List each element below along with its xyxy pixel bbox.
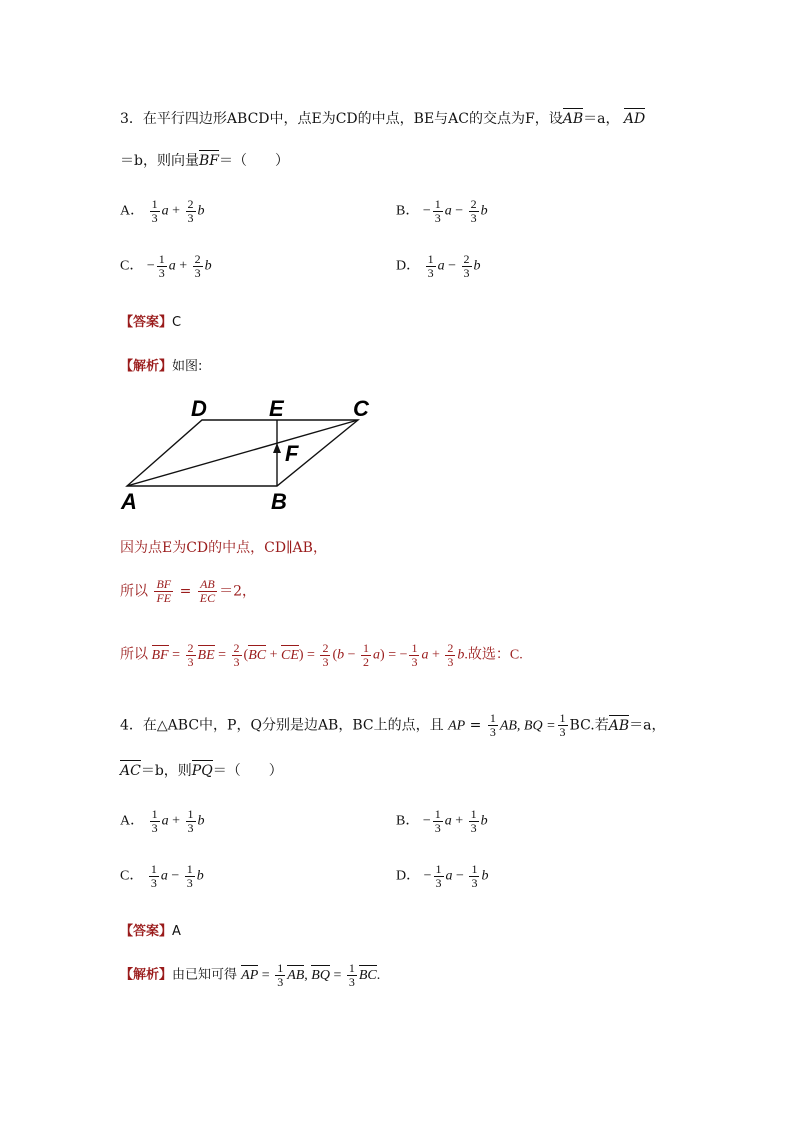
- label-f: F: [285, 441, 299, 466]
- q4-option-d[interactable]: D． − $\frac{1}{3}$ a − $\frac{1}{3}$ b: [396, 862, 489, 890]
- q3-analysis-line3: 所以 BF = $\frac{2}{3}$ BE = $\frac{2}{3}$ (BC + CE) = $\frac{2}{3}$ (b − $\frac{1}{2}$ a) = − $\frac{1}{3}$ a + $\frac{2}{3}$ b.故选：C.: [120, 641, 523, 669]
- q3-option-a[interactable]: A． $\frac{1}{3}$ a + $\frac{2}{3}$ b: [120, 197, 205, 225]
- label-a: A: [121, 489, 137, 514]
- label-b: B: [271, 489, 287, 514]
- q4-analysis: 【解析】由已知可得 AP = $\frac{1}{3}$ AB, BQ = $\frac{1}{3}$ BC.: [120, 961, 381, 989]
- q3-option-b[interactable]: B． − $\frac{1}{3}$ a − $\frac{2}{3}$ b: [396, 197, 488, 225]
- diagonal-ac: [127, 420, 358, 486]
- q3-stem-line2: ＝b，则向量BF＝（ ）: [120, 153, 289, 169]
- q3-analysis-line2: 所以 $\frac{BF}{FE}$ = $\frac{AB}{EC}$ ＝2，: [120, 577, 257, 605]
- q3-answer: 【答案】C: [120, 315, 182, 330]
- label-c: C: [353, 396, 369, 421]
- q4-answer: 【答案】A: [120, 924, 181, 939]
- q3-option-c[interactable]: C． − $\frac{1}{3}$ a + $\frac{2}{3}$ b: [120, 252, 212, 280]
- q3-stem-line1: 3．在平行四边形ABCD中，点E为CD的中点，BE与AC的交点为F，设AB＝a， AD: [120, 111, 646, 127]
- label-d: D: [191, 396, 207, 421]
- q4-stem-line2: AC＝b，则PQ＝（ ）: [120, 763, 283, 779]
- parallelogram-figure: [115, 393, 385, 518]
- q4-option-c[interactable]: C． $\frac{1}{3}$ a − $\frac{1}{3}$ b: [120, 862, 204, 890]
- label-e: E: [269, 396, 284, 421]
- q4-option-b[interactable]: B． − $\frac{1}{3}$ a + $\frac{1}{3}$ b: [396, 807, 488, 835]
- q4-stem-line1: 4．在△ABC中，P，Q分别是边AB，BC上的点，且 AP = $\frac{1}{3}$ AB, BQ = $\frac{1}{3}$ BC.若AB＝a，: [120, 711, 666, 739]
- q4-option-a[interactable]: A． $\frac{1}{3}$ a + $\frac{1}{3}$ b: [120, 807, 205, 835]
- q3-analysis: 【解析】如图:: [120, 359, 203, 374]
- q3-option-d[interactable]: D． $\frac{1}{3}$ a − $\frac{2}{3}$ b: [396, 252, 481, 280]
- q3-analysis-line1: 因为点E为CD的中点，CD∥AB，: [120, 540, 327, 556]
